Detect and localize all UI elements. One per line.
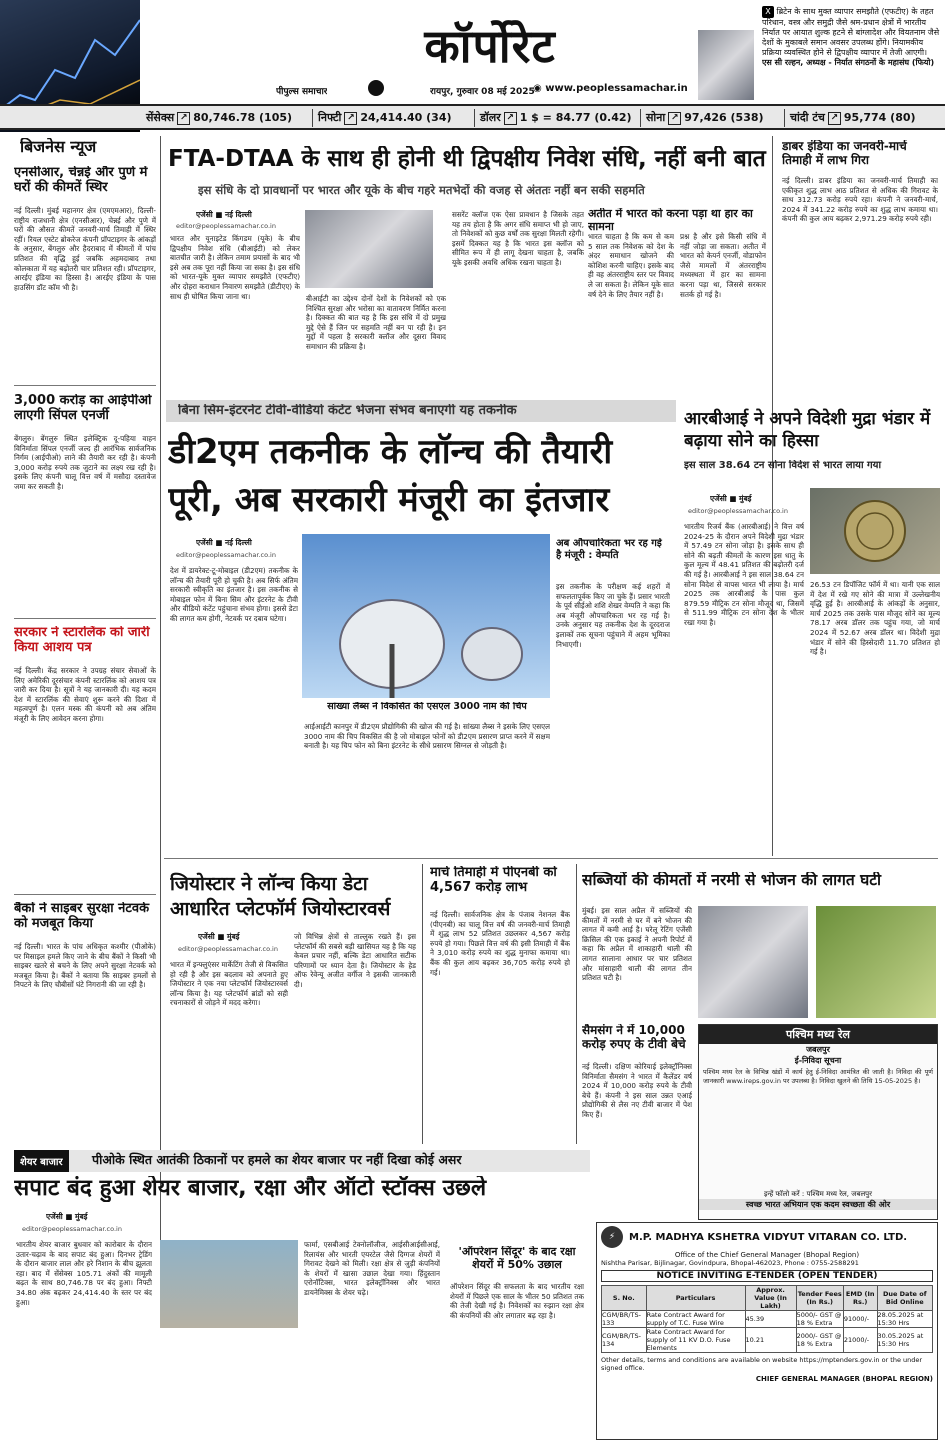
ticker-silver: चांदी टंच ↗ 95,774 (80)	[790, 111, 916, 124]
market-section-tag: शेयर बाजार	[14, 1150, 69, 1172]
table-cell: 45.39	[745, 1311, 796, 1328]
mpmk-tender-ad	[596, 1222, 938, 1440]
satellite-dish-icon	[302, 534, 550, 698]
table-cell: 28.05.2025 at 15:30 Hrs	[877, 1311, 932, 1328]
website-label: www.peoplessamachar.in	[545, 83, 688, 94]
satellite-dish-photo	[302, 534, 550, 698]
mpmk-address: Nishtha Parisar, Bijlinagar, Govindpura, Bhopal-462023, Phone : 0755-2588291	[601, 1259, 859, 1267]
jiostar-byline: एजेंसी ■ मुंबई	[198, 932, 240, 941]
table-cell: 91000/-	[843, 1311, 877, 1328]
ticker-divider	[640, 109, 641, 127]
d2m-byline: एजेंसी ■ नई दिल्ली	[196, 538, 252, 547]
col-header: S. No.	[602, 1286, 647, 1311]
up-arrow-icon: ↗	[177, 112, 190, 125]
table-cell: 5000/- GST @ 18 % Extra	[796, 1311, 842, 1327]
thali-photo	[816, 906, 936, 1018]
left-headline-2: 3,000 करोड़ का आईपीओ लाएगी सिंपल एनर्जी	[14, 394, 152, 423]
d2m-headline: डी2एम तकनीक के लॉन्च की तैयारी पूरी, अब सरकारी मंजूरी का इंतजार	[168, 432, 613, 520]
quote-box	[762, 6, 942, 68]
table-cell: 30.05.2025 at 15:30 Hrs	[877, 1328, 932, 1353]
lead-body-1: भारत और यूनाइटेड किंगडम (यूके) के बीच द्विपक्षीय निवेश संधि (बीआईटी) को लेकर बातचीत जारी है। लेकिन तमाम प्रयासों के बाद भी इसे अब तक पूरा नहीं किया जा सका है। इस संधि को भारत-यूके मुक्त व्यापार समझौते (एफटीए) और दोहरा कराधान निवारण समझौते (डीटीएए) के साथ ही घोषित किया जाना था।	[170, 234, 300, 301]
table-cell: CGM/BR/TS-133	[602, 1311, 647, 1328]
section-label-business: बिजनेस न्यूज	[20, 138, 97, 156]
column-rule	[160, 136, 161, 1311]
railway-slogan: स्वच्छ भारत अभियान एक कदम स्वच्छता की ओर	[699, 1199, 937, 1210]
left-body-2: बेंगलुरु। बेंगलुरु स्थित इलेक्ट्रिक दू-पहिया वाहन विनिर्माता सिंपल एनर्जी जल्द ही आरंभिक सार्वजनिक निर्गम (आईपीओ) लाने की तैयारी कर रही है। कंपनी 3,000 करोड़ रुपये तक जुटाने का लक्ष्य रख रही है। इसके लिए कंपनी चालू वित्त वर्ष में मसौदा दस्तावेज जमा कर सकती है।	[14, 434, 156, 491]
rbi-emblem-icon	[810, 488, 940, 574]
veg-photo	[698, 906, 808, 1018]
ticker-dollar: डॉलर ↗ 1 $ = 84.77 (0.42)	[480, 111, 632, 124]
left-body-4: नई दिल्ली। भारत के पांच अधिकृत कश्मीर (पीओके) पर मिसाइल हमले किए जाने के बीच बैंकों ने किसी भी साइबर खतरे से बचने के लिए अपने सुरक्षा नेटवर्क को मजबूत किया है। बैंकों ने बताया कि साइबर हमलों से निपटने के लिए चौबीसों घंटे निगरानी की जा रही है।	[14, 942, 156, 990]
col-header: Due Date of Bid Online	[877, 1286, 932, 1311]
rbi-headline: आरबीआई ने अपने विदेशी मुद्रा भंडार में बढ़ाया सोने का हिस्सा	[684, 409, 931, 451]
d2m-email: editor@peoplessamachar.co.in	[176, 551, 276, 559]
left-headline-3: सरकार ने स्टारलिंक को जारी किया आशय पत्र	[14, 626, 150, 655]
lead-byline: एजेंसी ■ नई दिल्ली	[196, 210, 252, 219]
ticker-divider	[784, 109, 785, 127]
col-header: Approx. Value (In Lakh)	[745, 1286, 796, 1311]
d2m-body-2: आईआईटी कानपुर में डी2एम प्रौद्योगिकी की खोज की गई है। सांख्या लैब्स ने इसके लिए एसएल 3000 नाम की चिप विकसित की है जो मोबाइल फोनों को डी2एम प्रसारण प्राप्त करने में सक्षम बनाती है। यह चिप फोन को बिना इंटरनेट के सीधे प्रसारण सिग्नल से जोड़ती है।	[304, 722, 550, 751]
table-cell: CGM/BR/TS-134	[602, 1328, 647, 1353]
jiostar-body-2: जो विभिन्न क्षेत्रों से ताल्लुक रखते हैं। इस प्लेटफॉर्म की सबसे बड़ी खासियत यह है कि यह केवल प्रचार नहीं, बल्कि डेटा आधारित सटीक परिणामों पर ध्यान देता है। जियोस्टार के हेड ऑफ रेवेन्यू अजीत वर्गीज ने इसकी जानकारी दी।	[294, 932, 416, 989]
rbi-email: editor@peoplessamachar.co.in	[688, 507, 788, 515]
d2m-body-1: देश में डायरेक्ट-टू-मोबाइल (डी2एम) तकनीक के लॉन्च की तैयारी पूरी हो चुकी है। अब सिर्फ अंतिम सरकारी स्वीकृति का इंतजार है। इस तकनीक से मोबाइल फोन में बिना सिम और इंटरनेट के टीवी और वीडियो कंटेंट पहुंचाना संभव होगा। इससे डेटा की लागत कम होगी, नेटवर्क पर दबाव घटेगा।	[170, 566, 298, 623]
lightning-logo-icon: ⚡	[601, 1226, 623, 1248]
leaders-photo	[305, 210, 433, 288]
table-row	[602, 1311, 933, 1328]
divider	[164, 858, 938, 859]
lead-subheadline: इस संधि के दो प्रावधानों पर भारत और यूके के बीच गहरे मतभेदों की वजह से अंततः नहीं बन सकी सहमति	[198, 184, 645, 197]
market-body-3: ऑपरेशन सिंदूर की सफलता के बाद भारतीय रक्षा शेयरों में पिछले एक साल के भीतर 50 प्रतिशत तक की तेजी देखी गई है। निवेशकों का रुझान रक्षा क्षेत्र की कंपनियों की ओर लगातार बढ़ रहा है।	[450, 1282, 584, 1320]
table-row	[602, 1328, 933, 1353]
d2m-body-3: इस तकनीक के परीक्षण कई शहरों में सफलतापूर्वक किए जा चुके हैं। प्रसार भारती के पूर्व सीईओ शशि शेखर वेम्पति ने कहा कि अब मंजूरी औपचारिकता भर रह गई है। उनके अनुसार यह तकनीक देश के दूरदराज इलाकों तक सूचना पहुंचाने में अहम भूमिका निभाएगी।	[556, 582, 670, 649]
table-cell: 2000/- GST @ 18 % Extra	[796, 1328, 843, 1353]
table-cell: Rate Contract Award for supply of T.C. Fuse Wire	[646, 1311, 745, 1328]
up-arrow-icon: ↗	[828, 112, 841, 125]
quote-author: एस सी रल्हन, अध्यक्ष - निर्यात संगठनों के महासंघ (फियो)	[762, 58, 935, 67]
market-kicker: पीओके स्थित आतंकी ठिकानों पर हमले का शेयर बाजार पर नहीं दिखा कोई असर	[92, 1152, 462, 1167]
market-ticker	[0, 104, 945, 130]
market-body-2: फार्मा, एसबीआई टेक्नोलॉजीज, आईसीआईसीआई, रिलायंस और भारती एयरटेल जैसे दिग्गज शेयरों में गिरावट देखने को मिली। रक्षा क्षेत्र से जुड़ी कंपनियों के शेयरों में खासा उछाल देखा गया। हिंदुस्तान एरोनॉटिक्स, भारत इलेक्ट्रॉनिक्स और भारत डायनेमिक्स के शेयर चढ़े।	[304, 1240, 440, 1297]
bse-building-photo	[160, 1240, 298, 1328]
market-box-title: 'ऑपरेशन सिंदूर' के बाद रक्षा शेयरों में 50% उछाल	[458, 1246, 576, 1271]
lead-box-body-2: प्रश्न है और इसे किसी संधि में नहीं जोड़ा जा सकता। अतीत में भारत को केयर्न एनर्जी, वोडाफोन जैसे मामलों में अंतरराष्ट्रीय मध्यस्थता में हार का सामना करना पड़ा था, जिससे सरकार सतर्क हो गई है।	[680, 232, 766, 299]
tender-table	[601, 1285, 933, 1353]
rbi-byline: एजेंसी ■ मुंबई	[710, 494, 752, 503]
left-body-1: नई दिल्ली। मुंबई महानगर क्षेत्र (एमएमआर), दिल्ली-राष्ट्रीय राजधानी क्षेत्र (एनसीआर), चेन्नई और पुणे में घरों की औसत कीमतें जनवरी-मार्च तिमाही में स्थिर रहीं। रियल एस्टेट ब्रोकरेज कंपनी प्रॉपटाइगर के आंकड़ों के अनुसार, बेंगलुरु और हैदराबाद में कीमतों में पांच प्रतिशत की वृद्धि हुई जबकि अहमदाबाद तथा कोलकाता में यह बढ़ोतरी चार प्रतिशत रही। प्रॉपटाइगर, आरईए इंडिया का हिस्सा है। आरईए इंडिया के पास हाउसिंग डॉट कॉम भी है।	[14, 206, 156, 292]
lead-email: editor@peoplessamachar.co.in	[176, 222, 276, 230]
up-arrow-icon: ↗	[504, 112, 517, 125]
ticker-gold: सोना ↗ 97,426 (538)	[646, 111, 764, 124]
left-headline-4: बैंकों ने साइबर सुरक्षा नेटवर्क को मजबूत किया	[14, 902, 150, 931]
col-header: Tender Fees (In Rs.)	[796, 1286, 843, 1311]
d2m-quote-title: अब औपचारिकता भर रह गई है मंजूरी : वेम्पति	[556, 538, 662, 561]
samsung-body: नई दिल्ली। दक्षिण कोरियाई इलेक्ट्रॉनिक्स विनिर्माता सैमसंग ने भारत में कैलेंडर वर्ष 2024 में 10,000 करोड़ रुपये के टीवी बेचे हैं। कंपनी ने इस साल उन्नत एआई प्रौद्योगिकी से लैस नए टीवी बाजार में पेश किए हैं।	[582, 1062, 692, 1119]
globe-icon: ◉	[533, 83, 546, 94]
rbi-subheadline: इस साल 38.64 टन सोना विदेश से भारत लाया गया	[684, 460, 882, 471]
x-logo-icon: X	[762, 6, 774, 18]
table-cell: Rate Contract Award for supply of 11 KV D.O. Fuse Elements	[646, 1328, 745, 1353]
railway-body: पश्चिम मध्य रेल के विभिन्न खंडों में कार्य हेतु ई-निविदा आमंत्रित की जाती है। निविदा की पूर्ण जानकारी www.ireps.gov.in पर उपलब्ध है। निविदा खुलने की तिथि 15-05-2025 है।	[703, 1068, 933, 1085]
up-arrow-icon: ↗	[344, 112, 357, 125]
railway-sub: जबलपुर	[806, 1045, 830, 1054]
pnb-headline: मार्च तिमाही में पीएनबी को 4,567 करोड़ लाभ	[430, 866, 557, 895]
pnb-body: नई दिल्ली। सार्वजनिक क्षेत्र के पंजाब नेशनल बैंक (पीएनबी) का चालू वित्त वर्ष की जनवरी-मार्च तिमाही में शुद्ध लाभ 52 प्रतिशत उछलकर 4,567 करोड़ रुपये हो गया। पिछले वित्त वर्ष की इसी तिमाही में बैंक ने 3,010 करोड़ रुपये का शुद्ध मुनाफा कमाया था। बैंक की कुल आय बढ़कर 36,705 करोड़ रुपये हो गई।	[430, 910, 570, 977]
jiostar-body-1: भारत में इन्फ्लुएंसर मार्केटिंग तेजी से विकसित हो रही है और इस बदलाव को अपनाते हुए जियोस्टार ने एक नया प्लेटफॉर्म जियोस्टारवर्स लॉन्च किया है। यह प्लेटफॉर्म ब्रांडों को सही रचनाकारों से जोड़ने में मदद करेगा।	[170, 960, 288, 1008]
rbi-body-1: भारतीय रिजर्व बैंक (आरबीआई) ने वित्त वर्ष 2024-25 के दौरान अपने विदेशी मुद्रा भंडार में 57.49 टन सोना जोड़ा है। इसके साथ ही सोने की बढ़ती कीमतों के कारण इस धातु के कुल मूल्य में 48.41 प्रतिशत की बढ़ोतरी दर्ज की गई है। आरबीआई ने इस साल 38.64 टन सोना विदेश से वापस भारत भी लाया है। मार्च 2025 तक आरबीआई के पास कुल 879.59 मीट्रिक टन सोना मौजूद था, जिसमें से 511.99 मीट्रिक टन सोना देश के भीतर रखा गया है।	[684, 522, 804, 627]
divider	[14, 894, 156, 895]
d2m-kicker: बिना सिम-इंटरनेट टीवी-वीडियो कंटेंट भेजना संभव बनाएगी यह तकनीक	[178, 404, 517, 418]
website-link[interactable]	[533, 83, 688, 94]
col-header: Particulars	[646, 1286, 745, 1311]
mpmk-sign: CHIEF GENERAL MANAGER (BHOPAL REGION)	[755, 1375, 933, 1383]
mpmk-notice-title: NOTICE INVITING E-TENDER (OPEN TENDER)	[601, 1270, 933, 1282]
mpmk-company: M.P. MADHYA KSHETRA VIDYUT VITARAN CO. LTD.	[629, 1231, 908, 1243]
paper-title: कॉर्पोरेट	[424, 19, 556, 73]
ticker-divider	[474, 109, 475, 127]
lead-body-3: ससरेंट क्लॉज एक ऐसा प्रावधान है जिसके तहत यह तय होता है कि अगर संधि समाप्त भी हो जाए, तो निवेशकों को कुछ वर्षों तक सुरक्षा मिलती रहेगी। इसमें दिक्कत यह है कि भारत इस क्लॉज को सीमित रूप में ही लागू देखना चाहता है, जबकि यूके इसकी अवधि अधिक रखना चाहता है।	[452, 210, 584, 267]
lead-box-title: अतीत में भारत को करना पड़ा था हार का सामना	[588, 208, 753, 233]
samsung-headline: सैमसंग ने में 10,000 करोड़ रुपए के टीवी बेचे	[582, 1024, 686, 1051]
market-strip	[14, 1150, 590, 1172]
railway-footer: इन्हें फॉलो करें : पश्चिम मध्य रेल, जबलपुर	[763, 1190, 873, 1198]
table-cell: 21000/-	[843, 1328, 877, 1353]
divider	[14, 385, 156, 386]
veg-headline: सब्जियों की कीमतों में नरमी से भोजन की लागत घटी	[582, 872, 882, 889]
lead-box-body-1: भारत चाहता है कि कम से कम 5 साल तक निवेशक को देश के अंदर समाधान खोजने की कोशिश करनी चाहिए। इसके बाद ही वह अंतरराष्ट्रीय स्तर पर विवाद ले जा सकता है। लेकिन यूके सात वर्ष देने के लिए तैयार नहीं है।	[588, 232, 674, 299]
mpmk-sub: Office of the Chief General Manager (Bhopal Region)	[674, 1251, 860, 1259]
ticker-divider	[312, 109, 313, 127]
col-header: EMD (In Rs.)	[843, 1286, 877, 1311]
d2m-photo-caption: सांख्या लैब्स ने विकसित की एसएल 3000 नाम की चिप	[327, 702, 527, 712]
dabur-headline: डाबर इंडिया का जनवरी-मार्च तिमाही में लाभ गिरा	[782, 140, 907, 167]
column-rule	[576, 864, 577, 1144]
column-rule	[422, 864, 423, 1144]
dabur-body: नई दिल्ली। डाबर इंडिया का जनवरी-मार्च तिमाही का एकीकृत शुद्ध लाभ आठ प्रतिशत से अधिक की गिरावट के साथ 312.73 करोड़ रुपये रहा। कंपनी ने जनवरी-मार्च, 2024 में 341.22 करोड़ रुपये का शुद्ध लाभ कमाया था। कंपनी की कुल आय बढ़कर 2,971.29 करोड़ रुपये रही।	[782, 176, 938, 224]
ticker-sensex: सेंसेक्स ↗ 80,746.78 (105)	[146, 111, 293, 124]
market-body-1: भारतीय शेयर बाजार बुधवार को कारोबार के दौरान उतार-चढ़ाव के बाद सपाट बंद हुआ। दिनभर ट्रेडिंग के दौरान बाजार लाल और हरे निशान के बीच झूलता रहा। बाद में सेंसेक्स 105.71 अंकों की मामूली बढ़त के साथ 80,746.78 पर बंद हुआ। निफ्टी 34.80 अंक बढ़कर 24,414.40 के स्तर पर बंद हुआ।	[16, 1240, 152, 1307]
publisher-name: पीपुल्स समाचार	[276, 87, 328, 97]
railway-notice: ई-निविदा सूचना	[794, 1056, 842, 1065]
tender-header-row	[602, 1286, 933, 1311]
market-email: editor@peoplessamachar.co.in	[22, 1225, 122, 1233]
market-headline: सपाट बंद हुआ शेयर बाजार, रक्षा और ऑटो स्टॉक्स उछले	[14, 1176, 487, 1201]
divider	[14, 618, 156, 619]
railway-ad	[698, 1024, 938, 1220]
rbi-emblem-photo	[810, 488, 940, 574]
up-arrow-icon: ↗	[668, 112, 681, 125]
quote-author-photo	[698, 30, 754, 100]
railway-title: पश्चिम मध्य रेल	[699, 1025, 937, 1044]
dateline: रायपुर, गुरुवार 08 मई 2025	[430, 87, 535, 97]
jiostar-email: editor@peoplessamachar.co.in	[178, 945, 278, 953]
jiostar-headline: जियोस्टार ने लॉन्च किया डेटा आधारित प्लेटफॉर्म जियोस्टारवर्स	[170, 873, 391, 920]
veg-body-1: मुंबई। इस साल अप्रैल में सब्जियों की कीमतों में नरमी से घर में बने भोजन की लागत में कमी आई है। घरेलू रेटिंग एजेंसी क्रिसिल की एक इकाई ने अपनी रिपोर्ट में कहा कि अप्रैल में शाकाहारी थाली की लागत सालाना आधार पर चार प्रतिशत और मांसाहारी थाली की लागत तीन प्रतिशत घटी है।	[582, 906, 692, 983]
market-byline: एजेंसी ■ मुंबई	[46, 1212, 88, 1221]
mpmk-note: Other details, terms and conditions are available on website https://mptenders.gov.in or the under signed office.	[601, 1356, 923, 1372]
table-cell: 10.21	[745, 1328, 796, 1353]
lead-headline: FTA-DTAA के साथ ही होनी थी द्विपक्षीय निवेश संधि, नहीं बनी बात	[168, 146, 766, 172]
ticker-nifty: निफ्टी ↗ 24,414.40 (34)	[318, 111, 452, 124]
quote-text: ब्रिटेन के साथ मुक्त व्यापार समझौते (एफटीए) के तहत परिधान, वस्त्र और समुद्री जैसे श्रम-प्रधान क्षेत्रों में भारतीय निर्यात पर आयात शुल्क हटने से बांग्लादेश और वियतनाम जैसे देशों के मुकाबले समान अवसर उपलब्ध होंगे। नियामकीय प्रक्रिया व्यवस्थित होने से द्विपक्षीय व्यापार में तेजी आएगी।	[762, 7, 940, 57]
lead-body-2: बीआईटी का उद्देश्य दोनों देशों के निवेशकों को एक निश्चित सुरक्षा और भरोसा का वातावरण निर्मित करना है। दिक्कत की बात यह है कि इस संधि में दो प्रमुख मुद्दे ऐसे हैं जिन पर सहमति नहीं बन पा रही है। इन मुद्दों में पहला है सरकारी क्लॉज और दूसरा विवाद समाधान की प्रक्रिया है।	[306, 294, 446, 351]
left-body-3: नई दिल्ली। केंद्र सरकार ने उपग्रह संचार सेवाओं के लिए अमेरिकी दूरसंचार कंपनी स्टारलिंक को आशय पत्र जारी कर दिया है। सूत्रों ने यह जानकारी दी। यह कदम देश में स्टारलिंक की सेवाएं शुरू करने की दिशा में महत्वपूर्ण है। एलन मस्क की कंपनी को अब अंतिम मंजूरी के लिए आवेदन करना होगा।	[14, 666, 156, 723]
separator-dot	[368, 80, 384, 96]
left-headline-1: एनसीआर, चेन्नई और पुणे में घरों की कीमतें स्थिर	[14, 166, 148, 195]
rbi-body-2: 26.53 टन डिपॉजिट फॉर्म में था। यानी एक साल में देश में रखे गए सोने की मात्रा में उल्लेखनीय वृद्धि हुई है। आरबीआई के आंकड़ों के अनुसार, मार्च 2025 तक उसके पास मौजूद सोने का मूल्य 78.17 अरब डॉलर तक पहुंच गया, जो मार्च 2024 में 52.67 अरब डॉलर था। विदेशी मुद्रा भंडार में सोने की हिस्सेदारी 11.70 प्रतिशत हो गई है।	[810, 580, 940, 657]
